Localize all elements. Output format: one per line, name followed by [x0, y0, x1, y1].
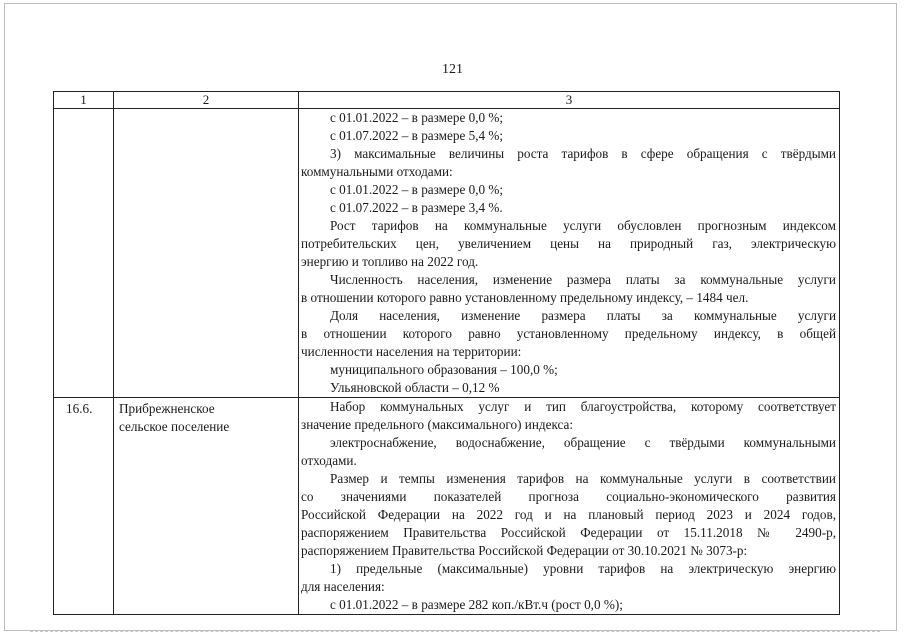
- text-line: электроснабжение, водоснабжение, обращение с твёрдыми коммунальными: [330, 435, 836, 450]
- settlement-name-line: Прибрежненское: [119, 401, 215, 416]
- text-line: потребительских цен, увеличением цены на природный газ, электрическую: [301, 236, 836, 251]
- text-line: Доля населения, изменение размера платы за коммунальные услуги: [330, 308, 836, 323]
- text-line: со значениями показателей прогноза социально-экономического развития: [301, 489, 836, 504]
- description-text: [299, 109, 839, 397]
- page-number: 121: [442, 62, 463, 77]
- text-line: распоряжением Правительства Российской Федерации от 15.11.2018 № 2490-р,: [301, 525, 836, 540]
- settlement-name-cell: [114, 109, 299, 398]
- text-line: распоряжением Правительства Российской Федерации от 30.10.2021 № 3073-р:: [301, 543, 748, 558]
- tariff-table: [53, 91, 840, 615]
- text-line: в отношении которого равно установленному предельному индексу, – 1484 чел.: [301, 290, 749, 305]
- settlement-name: [114, 109, 298, 111]
- table-row-16-6: [54, 398, 840, 615]
- settlement-name-cell: [114, 398, 299, 615]
- text-line: 1) предельные (максимальные) уровни тарифов на электрическую энергию: [330, 561, 836, 576]
- text-line: с 01.07.2022 – в размере 5,4 %;: [330, 128, 504, 143]
- text-line: Рост тарифов на коммунальные услуги обусловлен прогнозным индексом: [330, 218, 836, 233]
- row-number-cell: [54, 398, 114, 615]
- settlement-name: [114, 398, 298, 436]
- text-line: с 01.07.2022 – в размере 3,4 %.: [330, 200, 503, 215]
- description-text: [299, 398, 839, 614]
- description-cell: [299, 398, 840, 615]
- table-row-continued: [54, 109, 840, 398]
- text-line: значение предельного (максимального) индекса:: [301, 417, 574, 432]
- text-line: Российской Федерации на 2022 год и на плановый период 2023 и 2024 годов,: [301, 507, 836, 522]
- text-line: Размер и темпы изменения тарифов на коммунальные услуги в соответствии: [330, 471, 836, 486]
- row-number: [54, 109, 113, 111]
- bottom-dashed-rule: [30, 631, 880, 632]
- text-line: с 01.01.2022 – в размере 0,0 %;: [330, 110, 504, 125]
- table-header-row: [54, 92, 840, 109]
- text-line: отходами.: [301, 453, 357, 468]
- text-line: 3) максимальные величины роста тарифов в сфере обращения с твёрдыми: [330, 146, 836, 161]
- row-number-cell: [54, 109, 114, 398]
- text-line: с 01.01.2022 – в размере 282 коп./кВт.ч (рост 0,0 %);: [330, 597, 623, 612]
- row-number: 16.6.: [66, 401, 93, 416]
- text-line: коммунальными отходами:: [301, 164, 453, 179]
- header-col-1: 1: [54, 92, 114, 109]
- header-col-2: 2: [114, 92, 299, 109]
- header-col-3: 3: [299, 92, 840, 109]
- text-line: численности населения на территории:: [301, 344, 522, 359]
- text-line: Численность населения, изменение размера платы за коммунальные услуги: [330, 272, 836, 287]
- text-line: Набор коммунальных услуг и тип благоустройства, которому соответствует: [330, 399, 836, 414]
- text-line: энергию и топливо на 2022 год.: [301, 254, 479, 269]
- text-line: с 01.01.2022 – в размере 0,0 %;: [330, 182, 504, 197]
- description-cell: [299, 109, 840, 398]
- text-line: для населения:: [301, 579, 385, 594]
- settlement-name-line: сельское поселение: [119, 419, 230, 434]
- text-line: муниципального образования – 100,0 %;: [330, 362, 558, 377]
- text-line: в отношении которого равно установленному предельному индексу, в общей: [301, 326, 836, 341]
- text-line: Ульяновской области – 0,12 %: [330, 380, 500, 395]
